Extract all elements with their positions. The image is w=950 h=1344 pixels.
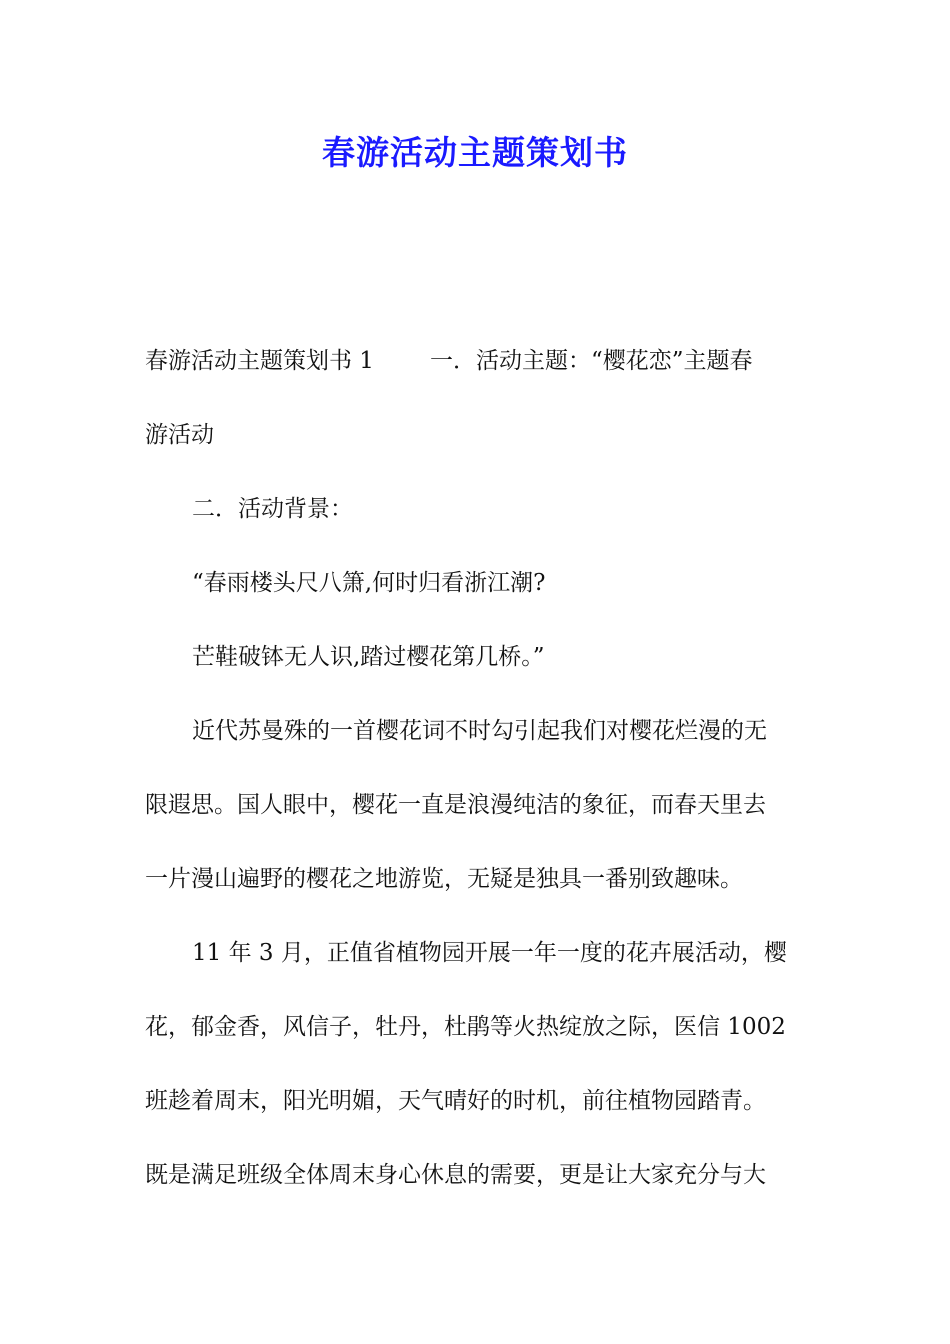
section2-heading: 二．活动背景： bbox=[192, 496, 353, 522]
para2-line-4: 既是满足班级全体周末身心休息的需要，更是让大家充分与大 bbox=[145, 1162, 766, 1188]
heading-line bbox=[145, 336, 810, 410]
para1-line-3: 一片漫山遍野的樱花之地游览，无疑是独具一番别致趣味。 bbox=[145, 866, 743, 892]
para2-line-3: 班趁着周末，阳光明媚，天气晴好的时机，前往植物园踏青。 bbox=[145, 1088, 766, 1114]
heading-line-continuation: 游活动 bbox=[145, 422, 214, 448]
para1-line-1: 近代苏曼殊的一首樱花词不时勾引起我们对樱花烂漫的无 bbox=[192, 718, 767, 744]
para1-line-2: 限遐思。国人眼中，樱花一直是浪漫纯洁的象征，而春天里去 bbox=[145, 792, 766, 818]
heading-line-part1: 春游活动主题策划书 1 bbox=[145, 348, 374, 374]
poem-line-1: “春雨楼头尺八箫,何时归看浙江潮? bbox=[192, 570, 546, 596]
document-title: 春游活动主题策划书 bbox=[322, 133, 628, 172]
poem-line-2: 芒鞋破钵无人识,踏过樱花第几桥。” bbox=[192, 644, 545, 670]
document-body bbox=[145, 336, 810, 1224]
para2-line-2: 花，郁金香，风信子，牡丹，杜鹃等火热绽放之际，医信 1002 bbox=[145, 1014, 786, 1040]
heading-line-part2: 一．活动主题：“樱花恋”主题春 bbox=[429, 348, 753, 374]
para2-line-1: 11 年 3 月，正值省植物园开展一年一度的花卉展活动，樱 bbox=[192, 940, 787, 966]
